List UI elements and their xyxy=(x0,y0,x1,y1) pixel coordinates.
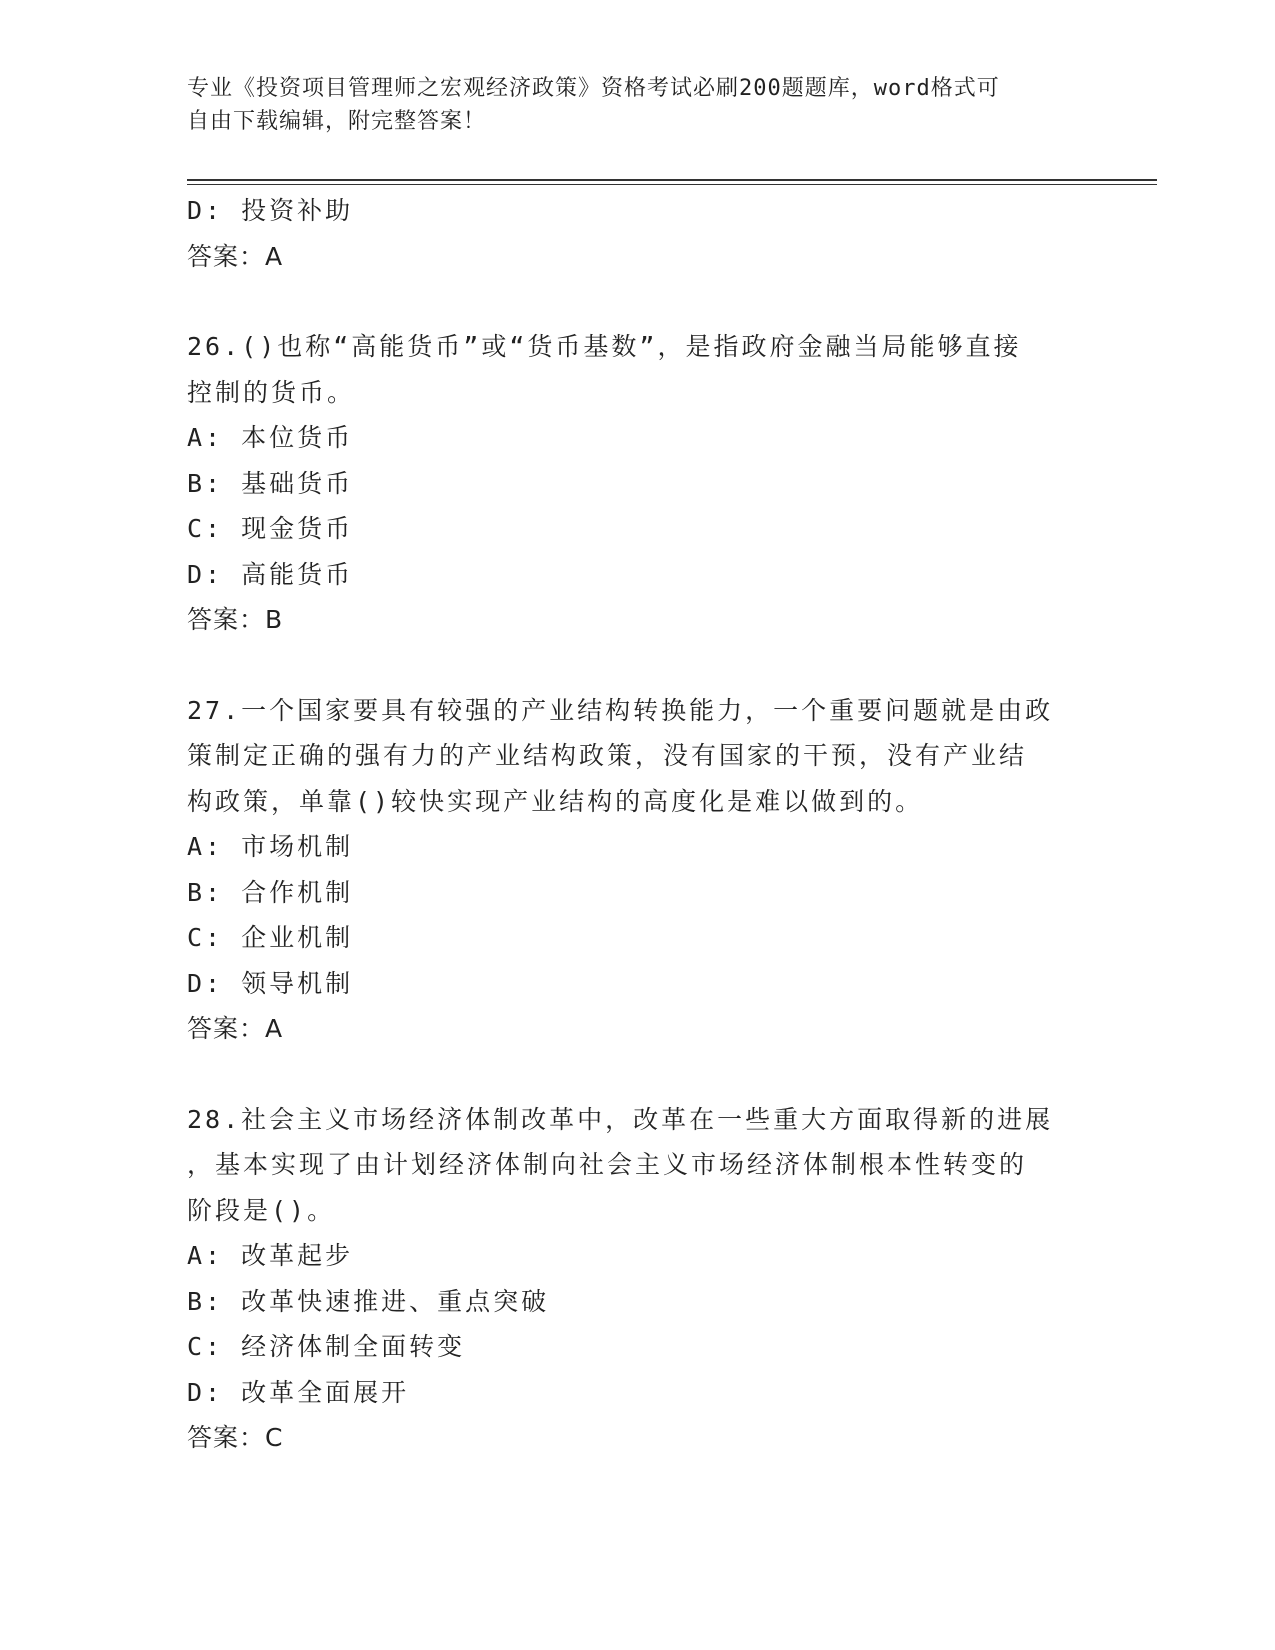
answer-line: 答案：A xyxy=(187,241,284,271)
question-list xyxy=(187,188,1087,1461)
question-text-line: 阶段是()。 xyxy=(187,1195,336,1225)
header-line-1: 专业《投资项目管理师之宏观经济政策》资格考试必刷200题题库，word格式可 xyxy=(187,76,1000,101)
question-text-line: 策制定正确的强有力的产业结构政策，没有国家的干预，没有产业结 xyxy=(187,741,1028,770)
option-b: B: 改革快速推进、重点突破 xyxy=(187,1286,550,1316)
question-26 xyxy=(187,324,1087,643)
option-d: D: 高能货币 xyxy=(187,559,354,589)
option-d: D: 投资补助 xyxy=(187,196,354,225)
question-28 xyxy=(187,1097,1087,1461)
option-d: D: 改革全面展开 xyxy=(187,1377,410,1407)
option-c: C: 现金货币 xyxy=(187,514,354,543)
question-text-line: 控制的货币。 xyxy=(187,377,356,407)
header-divider xyxy=(187,179,1157,185)
document-header xyxy=(187,72,1067,138)
option-d: D: 领导机制 xyxy=(187,968,354,998)
previous-question-fragment xyxy=(187,188,1087,279)
option-b: B: 合作机制 xyxy=(187,877,354,907)
option-a: A: 本位货币 xyxy=(187,423,354,452)
header-line-2: 自由下载编辑，附完整答案！ xyxy=(187,109,487,134)
question-text-line: 26.()也称“高能货币”或“货币基数”，是指政府金融当局能够直接 xyxy=(187,332,1022,361)
answer-line: 答案：C xyxy=(187,1423,284,1452)
option-c: C: 企业机制 xyxy=(187,923,354,952)
question-27 xyxy=(187,688,1087,1052)
option-a: A: 市场机制 xyxy=(187,832,354,861)
question-text-line: 构政策，单靠()较快实现产业结构的高度化是难以做到的。 xyxy=(187,786,924,816)
question-text-line: 27.一个国家要具有较强的产业结构转换能力，一个重要问题就是由政 xyxy=(187,695,1054,725)
question-text-line: 28.社会主义市场经济体制改革中，改革在一些重大方面取得新的进展 xyxy=(187,1104,1054,1134)
option-c: C: 经济体制全面转变 xyxy=(187,1332,466,1361)
answer-line: 答案：A xyxy=(187,1014,284,1043)
option-a: A: 改革起步 xyxy=(187,1241,354,1270)
answer-line: 答案：B xyxy=(187,605,284,634)
option-b: B: 基础货币 xyxy=(187,468,354,498)
question-text-line: ，基本实现了由计划经济体制向社会主义市场经济体制根本性转变的 xyxy=(187,1150,1028,1179)
